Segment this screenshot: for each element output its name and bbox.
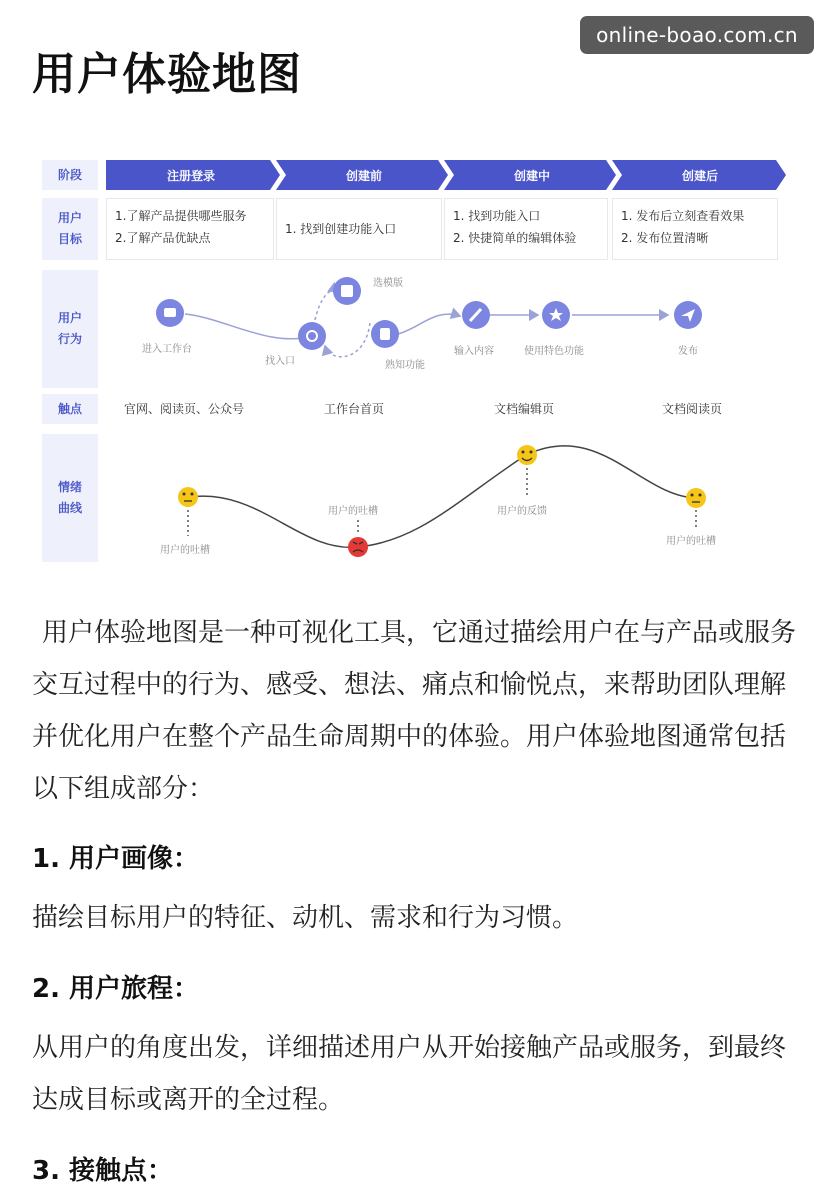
action-label: 使用特色功能 xyxy=(524,346,584,357)
emotion-label: 用户的反馈 xyxy=(497,506,547,517)
touchpoint: 文档编辑页 xyxy=(494,402,555,416)
star-icon xyxy=(542,301,570,329)
intro-paragraph: 用户体验地图是一种可视化工具，它通过描绘用户在与产品或服务交互过程中的行为、感受、想法、痛点和愉悦点，来帮助团队理解并优化用户在整个产品生命周期中的体验。用户体验地图通常包括以下组成部分： xyxy=(32,618,797,804)
template-icon xyxy=(333,277,361,305)
watermark: online-boao.com.cn xyxy=(580,16,814,54)
edit-icon xyxy=(462,301,490,329)
stage-label: 注册登录 xyxy=(166,168,215,183)
function-icon xyxy=(371,320,399,348)
touchpoint: 工作台首页 xyxy=(324,402,385,416)
touchpoint: 文档阅读页 xyxy=(662,402,723,416)
neutral-face-icon xyxy=(686,488,706,508)
section-heading: 3. 接触点： xyxy=(32,1156,174,1186)
goal-cell: 1. 找到功能入口 2. 快捷简单的编辑体验 xyxy=(444,198,608,260)
page-title: 用户体验地图 xyxy=(32,49,302,100)
flow-line xyxy=(185,314,312,339)
action-label: 熟知功能 xyxy=(385,360,425,371)
angry-face-icon xyxy=(348,537,368,557)
row-label-touch: 触点 xyxy=(42,394,98,424)
emotion-label: 用户的吐槽 xyxy=(328,506,378,517)
emotion-label: 用户的吐槽 xyxy=(666,536,716,547)
neutral-face-icon xyxy=(178,487,198,507)
action-label: 输入内容 xyxy=(454,346,494,357)
user-journey-map xyxy=(40,158,790,568)
row-label-action: 用户 行为 xyxy=(42,270,98,388)
row-label-emotion: 情绪 曲线 xyxy=(42,434,98,562)
section-heading: 2. 用户旅程： xyxy=(32,974,200,1004)
goal-cell: 1. 找到创建功能入口 xyxy=(276,198,442,260)
action-label: 选模版 xyxy=(373,278,403,289)
row-label-goal: 用户 目标 xyxy=(42,198,98,260)
stage-header-label: 阶段 xyxy=(42,160,98,190)
stage-label: 创建后 xyxy=(681,168,718,183)
action-label: 进入工作台 xyxy=(142,344,192,355)
goal-cell: 1.了解产品提供哪些服务 2.了解产品优缺点 xyxy=(106,198,274,260)
send-icon xyxy=(674,301,702,329)
section-text: 描绘目标用户的特征、动机、需求和行为习惯。 xyxy=(32,903,579,933)
stage-label: 创建中 xyxy=(513,168,550,183)
action-label: 发布 xyxy=(678,346,698,357)
section-text: 从用户的角度出发，详细描述用户从开始接触产品或服务，到最终达成目标或离开的全过程。 xyxy=(32,1033,787,1115)
section-heading: 1. 用户画像： xyxy=(32,844,200,874)
flow-line-dashed xyxy=(325,323,370,357)
entry-icon xyxy=(298,322,326,350)
workbench-icon xyxy=(156,299,184,327)
stage-label: 创建前 xyxy=(345,168,382,183)
action-label: 找入口 xyxy=(265,356,295,367)
goal-cell: 1. 发布后立刻查看效果 2. 发布位置清晰 xyxy=(612,198,778,260)
emotion-label: 用户的吐槽 xyxy=(160,545,210,556)
emotion-curve xyxy=(190,446,696,548)
happy-face-icon xyxy=(517,445,537,465)
flow-line xyxy=(398,314,460,334)
touchpoint: 官网、阅读页、公众号 xyxy=(124,402,245,416)
